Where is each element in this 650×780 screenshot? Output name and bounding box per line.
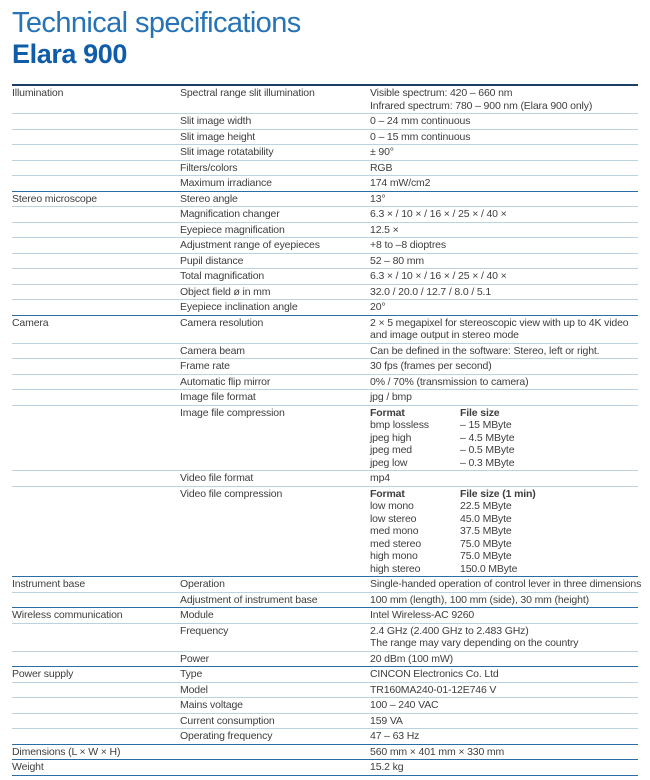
property-label: Maximum irradiance: [180, 177, 272, 189]
spec-section: [12, 316, 638, 578]
table-row: [12, 577, 642, 592]
value-cell: [370, 270, 638, 283]
table-row: [12, 697, 638, 713]
subtable-cell: low mono: [370, 500, 414, 512]
property-label: Slit image height: [180, 130, 256, 143]
value-line: 0% / 70% (transmission to camera): [370, 375, 529, 388]
property-label: Model: [180, 683, 208, 696]
table-row: [12, 316, 638, 343]
value-cell: [370, 594, 638, 607]
property-label: Eyepiece magnification: [180, 223, 285, 236]
table-row: [12, 175, 638, 191]
property-label: Slit image width: [180, 115, 252, 127]
property-label: Magnification changer: [180, 208, 280, 220]
value-line: 174 mW/cm2: [370, 177, 431, 189]
property-label: Adjustment range of eyepieces: [180, 239, 320, 251]
subtable-cell: – 0.5 MByte: [460, 444, 515, 456]
subtable-row: [370, 538, 638, 551]
subtable-row: [370, 550, 638, 563]
section-label: Camera: [12, 316, 49, 329]
value-cell: [370, 255, 638, 268]
table-row: [12, 389, 638, 405]
table-row: [12, 113, 638, 129]
subtable-row: [370, 563, 638, 576]
property-label: Current consumption: [180, 714, 275, 727]
spec-section: [12, 577, 642, 608]
value-cell: [370, 391, 638, 404]
value-cell: [370, 87, 638, 112]
value-cell: [370, 131, 638, 144]
property-label: Frame rate: [180, 360, 230, 372]
section-label: Stereo microscope: [12, 192, 97, 205]
table-row: [12, 667, 638, 682]
value-cell: [370, 715, 638, 728]
value-cell: [370, 730, 638, 743]
spec-section: [12, 192, 638, 316]
section-label: Dimensions (L × W × H): [12, 745, 121, 758]
spec-section: [12, 86, 638, 192]
property-label: Module: [180, 609, 214, 621]
value-cell: [370, 761, 638, 774]
subtable-cell: – 15 MByte: [460, 419, 512, 431]
value-cell: [370, 668, 638, 681]
property-label: Video file format: [180, 472, 254, 484]
value-cell: [370, 609, 638, 622]
table-row: [12, 237, 638, 253]
subtable-cell: 75.0 MByte: [460, 537, 512, 550]
value-line: +8 to –8 dioptres: [370, 239, 446, 251]
spec-section: [12, 745, 638, 761]
table-row: [12, 728, 638, 744]
subtable-cell: – 0.3 MByte: [460, 456, 515, 469]
subtable-cell: 22.5 MByte: [460, 500, 512, 512]
value-line: 13°: [370, 192, 386, 205]
value-line: Single-handed operation of control lever in three dimensions: [370, 578, 642, 590]
value-line: and image output in stereo mode: [370, 329, 519, 341]
subtable-header-row: [370, 407, 638, 420]
value-line: 47 – 63 Hz: [370, 730, 420, 742]
table-row: [12, 651, 638, 667]
value-cell: [370, 360, 638, 373]
property-label: Stereo angle: [180, 192, 238, 205]
value-line: 32.0 / 20.0 / 12.7 / 8.0 / 5.1: [370, 285, 492, 298]
value-cell: [370, 177, 638, 190]
value-line: 2.4 GHz (2.400 GHz to 2.483 GHz): [370, 624, 529, 637]
value-line: 52 – 80 mm: [370, 254, 424, 267]
table-row: [12, 268, 638, 284]
property-label: Pupil distance: [180, 254, 244, 267]
subtable-header-row: [370, 488, 638, 501]
value-line: 6.3 × / 10 × / 16 × / 25 × / 40 ×: [370, 270, 507, 282]
section-label: Illumination: [12, 87, 64, 99]
value-line: 6.3 × / 10 × / 16 × / 25 × / 40 ×: [370, 208, 507, 220]
value-line: 12.5 ×: [370, 223, 399, 236]
property-label: Camera resolution: [180, 316, 264, 329]
value-line: 20 dBm (100 mW): [370, 652, 453, 665]
subtable-cell: 45.0 MByte: [460, 512, 512, 525]
table-row: [12, 86, 638, 113]
value-cell: [370, 115, 638, 128]
subtable-cell: low stereo: [370, 512, 417, 525]
table-row: [12, 192, 638, 207]
value-cell: [370, 578, 641, 591]
spec-section: [12, 608, 638, 667]
subtable-cell: jpeg med: [370, 444, 412, 456]
subtable-row: [370, 419, 638, 432]
subtable-cell: bmp lossless: [370, 419, 429, 431]
value-cell: [370, 301, 638, 314]
value-cell: [370, 193, 638, 206]
page-title: Technical specifications: [12, 7, 301, 39]
table-row: [12, 374, 638, 390]
value-cell: [370, 146, 638, 159]
value-line: Infrared spectrum: 780 – 900 nm (Elara 900 only): [370, 99, 593, 112]
value-line: 0 – 24 mm continuous: [370, 115, 471, 127]
subtable-row: [370, 444, 638, 457]
spec-section: [12, 667, 638, 745]
table-row: [12, 608, 638, 623]
value-line: RGB: [370, 161, 393, 174]
section-label: Power supply: [12, 668, 74, 680]
product-name: Elara 900: [12, 39, 127, 69]
value-line: ± 90°: [370, 146, 394, 158]
table-row: [12, 682, 638, 698]
property-label: Adjustment of instrument base: [180, 593, 318, 606]
subtable-header: Format: [370, 406, 405, 419]
property-label: Object field ø in mm: [180, 285, 271, 298]
subtable-row: [370, 432, 638, 445]
table-row: [12, 760, 638, 775]
subtable-header: Format: [370, 487, 405, 500]
table-row: [12, 486, 638, 577]
value-line: 15.2 kg: [370, 761, 404, 773]
section-label: Weight: [12, 761, 44, 773]
table-row: [12, 160, 638, 176]
property-label: Image file format: [180, 391, 256, 403]
value-cell: [370, 407, 638, 470]
table-row: [12, 592, 638, 608]
table-row: [12, 299, 638, 315]
property-label: Eyepiece inclination angle: [180, 301, 298, 313]
subtable-cell: med stereo: [370, 537, 422, 550]
value-line: 100 – 240 VAC: [370, 699, 439, 711]
subtable-row: [370, 525, 638, 538]
property-label: Operation: [180, 578, 225, 590]
table-row: [12, 405, 638, 471]
table-row: [12, 206, 638, 222]
subtable-cell: jpeg high: [370, 431, 412, 444]
value-cell: [370, 699, 638, 712]
subtable-header: File size: [460, 406, 500, 419]
section-label: Wireless communication: [12, 609, 123, 621]
property-label: Slit image rotatability: [180, 146, 274, 158]
value-line: 30 fps (frames per second): [370, 360, 492, 372]
subtable-row: [370, 500, 638, 513]
subtable-header: File size (1 min): [460, 487, 536, 500]
subtable-cell: 75.0 MByte: [460, 550, 512, 562]
table-row: [12, 343, 638, 359]
page-header: [0, 0, 650, 69]
spec-section: [12, 760, 638, 776]
property-label: Operating frequency: [180, 730, 273, 742]
subtable-cell: jpeg low: [370, 456, 408, 469]
value-cell: [370, 239, 638, 252]
value-cell: [370, 224, 638, 237]
value-cell: [370, 472, 638, 485]
value-cell: [370, 746, 638, 759]
value-line: 100 mm (length), 100 mm (side), 30 mm (height): [370, 593, 589, 606]
table-row: [12, 745, 638, 760]
value-line: 560 mm × 401 mm × 330 mm: [370, 745, 505, 758]
subtable-cell: 150.0 MByte: [460, 562, 518, 575]
section-label: Instrument base: [12, 578, 86, 590]
table-row: [12, 713, 638, 729]
property-label: Power: [180, 652, 210, 665]
subtable-cell: – 4.5 MByte: [460, 431, 515, 444]
property-label: Automatic flip mirror: [180, 375, 271, 388]
property-label: Spectral range slit illumination: [180, 87, 315, 99]
property-label: Type: [180, 668, 203, 680]
table-row: [12, 470, 638, 486]
property-label: Mains voltage: [180, 699, 243, 711]
subtable-cell: high stereo: [370, 562, 421, 575]
value-cell: [370, 625, 638, 650]
property-label: Total magnification: [180, 270, 265, 282]
value-line: jpg / bmp: [370, 391, 412, 403]
value-line: The range may vary depending on the country: [370, 637, 579, 649]
value-line: TR160MA240-01-12E746 V: [370, 683, 497, 696]
subtable-cell: med mono: [370, 525, 419, 537]
table-row: [12, 253, 638, 269]
value-line: CINCON Electronics Co. Ltd: [370, 668, 499, 680]
table-row: [12, 358, 638, 374]
table-row: [12, 222, 638, 238]
property-label: Filters/colors: [180, 161, 238, 174]
value-cell: [370, 162, 638, 175]
value-line: 0 – 15 mm continuous: [370, 130, 471, 143]
value-line: Can be defined in the software: Stereo, left or right.: [370, 344, 600, 357]
value-cell: [370, 653, 638, 666]
property-label: Frequency: [180, 624, 229, 637]
spec-table: [12, 84, 642, 776]
property-label: Video file compression: [180, 487, 283, 500]
value-cell: [370, 286, 638, 299]
property-label: Camera beam: [180, 344, 245, 357]
value-cell: [370, 684, 638, 697]
table-row: [12, 144, 638, 160]
table-row: [12, 129, 638, 145]
value-line: 159 VA: [370, 714, 403, 727]
value-cell: [370, 317, 638, 342]
subtable-row: [370, 457, 638, 470]
value-cell: [370, 376, 638, 389]
value-line: mp4: [370, 472, 390, 484]
value-cell: [370, 208, 638, 221]
value-cell: [370, 488, 638, 576]
subtable-cell: 37.5 MByte: [460, 525, 512, 537]
subtable-row: [370, 513, 638, 526]
value-line: Intel Wireless-AC 9260: [370, 609, 475, 621]
property-label: Image file compression: [180, 406, 285, 419]
table-row: [12, 623, 638, 651]
value-line: 2 × 5 megapixel for stereoscopic view with up to 4K video: [370, 316, 629, 329]
value-line: Visible spectrum: 420 – 660 nm: [370, 87, 513, 99]
table-row: [12, 284, 638, 300]
value-line: 20°: [370, 301, 386, 313]
value-cell: [370, 345, 638, 358]
subtable-cell: high mono: [370, 550, 418, 562]
